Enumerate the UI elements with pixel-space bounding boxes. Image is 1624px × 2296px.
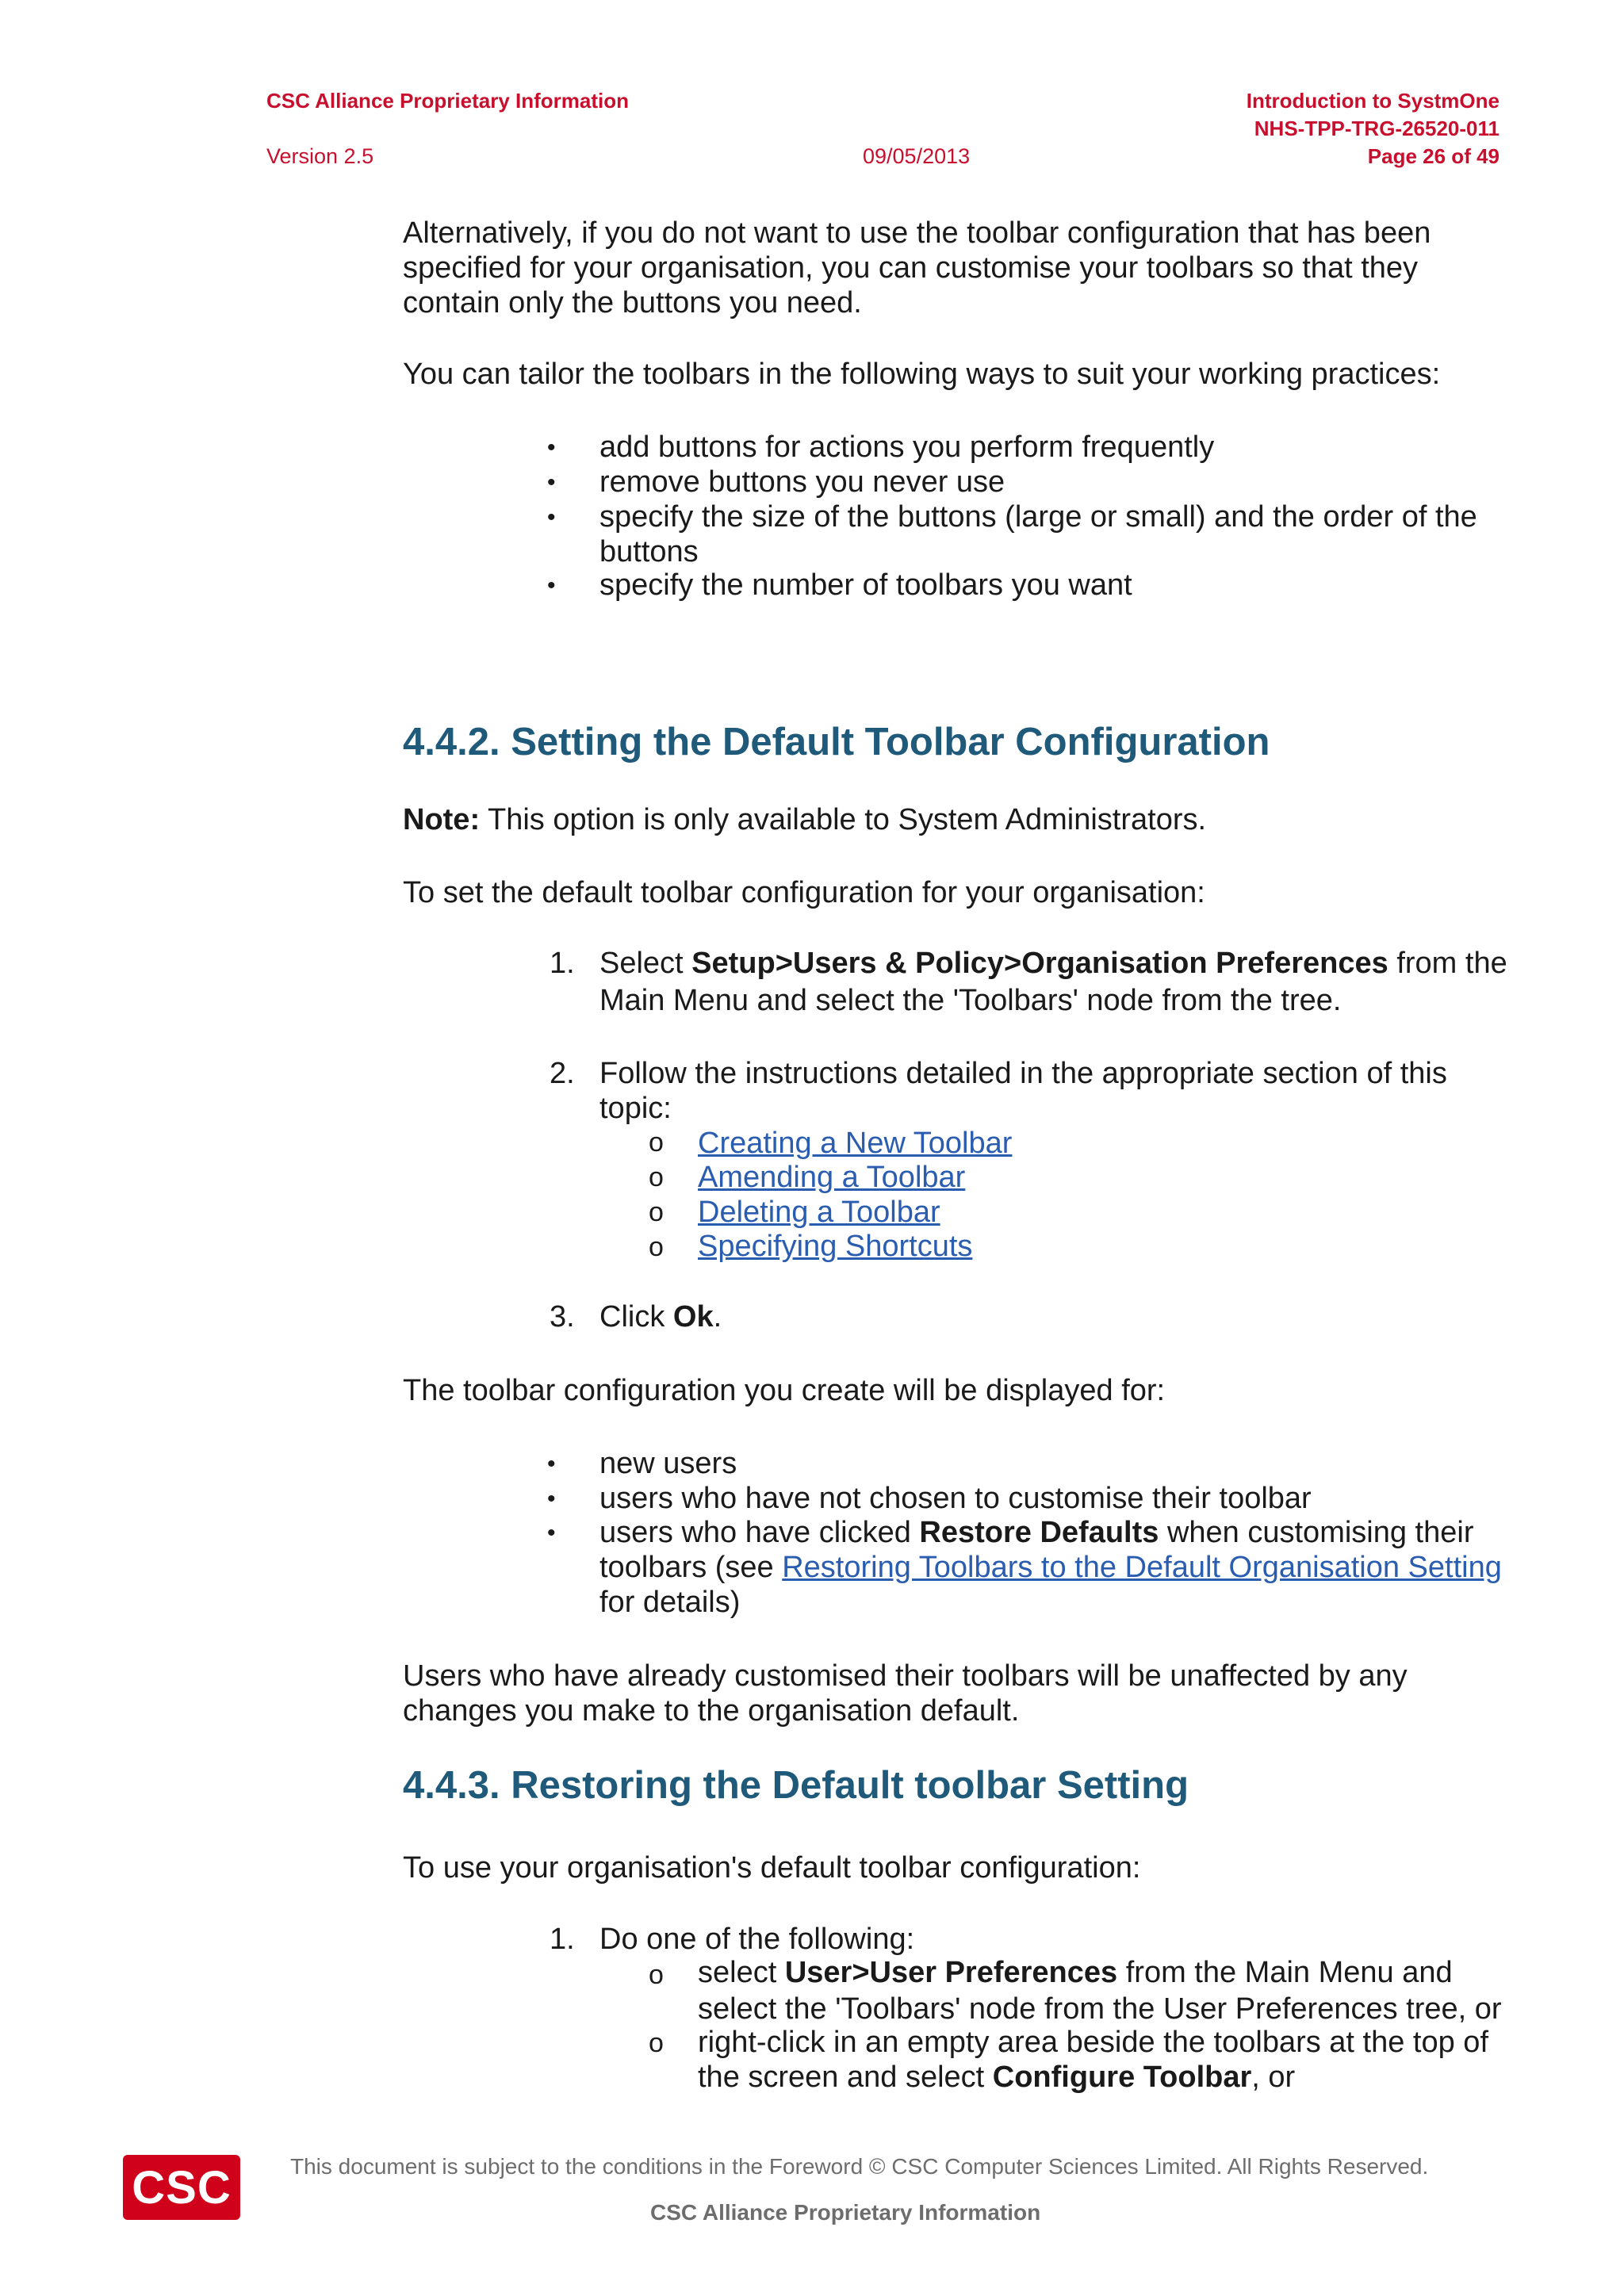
option-line: select the 'Toolbars' node from the User Preferences tree, or: [698, 1992, 1502, 2026]
bullet-item: remove buttons you never use: [599, 465, 1005, 499]
paragraph-line: changes you make to the organisation default.: [403, 1694, 1020, 1728]
step-text: Click: [599, 1300, 673, 1334]
configure-toolbar-label: Configure Toolbar: [992, 2061, 1252, 2094]
circle-bullet-icon: o: [649, 1232, 664, 1262]
option-text: from the Main Menu and: [1117, 1956, 1453, 1989]
step-number: 2.: [550, 1057, 575, 1090]
section-heading-4-4-3: 4.4.3. Restoring the Default toolbar Setting: [403, 1764, 1189, 1807]
header-date: 09/05/2013: [863, 144, 971, 168]
circle-bullet-icon: o: [649, 1162, 664, 1192]
bullet-text: users who have clicked: [599, 1516, 920, 1549]
link-specifying-shortcuts[interactable]: Specifying Shortcuts: [698, 1230, 973, 1263]
option-text: select: [698, 1956, 785, 1989]
bullet-text: toolbars (see: [599, 1551, 783, 1584]
link-restoring-toolbars[interactable]: Restoring Toolbars to the Default Organisation Setting: [782, 1551, 1502, 1584]
unaffected-paragraph: [403, 1659, 1408, 1728]
step-2-line-1: Follow the instructions detailed in the appropriate section of this: [599, 1057, 1447, 1090]
csc-logo: [123, 2155, 240, 2220]
restore-step-1: Do one of the following:: [599, 1923, 915, 1956]
option-text: the screen and select: [698, 2061, 993, 2094]
circle-bullet-icon: o: [649, 2028, 664, 2058]
bullet-item-continuation: for details): [599, 1586, 741, 1619]
header-version: Version 2.5: [266, 144, 374, 168]
note-paragraph: [403, 802, 1206, 837]
section-heading-4-4-2: 4.4.2. Setting the Default Toolbar Configuration: [403, 721, 1270, 763]
bullet-marker: •: [547, 1451, 556, 1477]
set-default-intro: To set the default toolbar configuration for your organisation:: [403, 876, 1205, 909]
option-line: [698, 2060, 1295, 2095]
bullet-item: [599, 1515, 1473, 1550]
menu-path: Setup>Users & Policy>Organisation Preferences: [691, 947, 1388, 980]
bullet-item: new users: [599, 1447, 737, 1480]
option-right-click: right-click in an empty area beside the toolbars at the top of: [698, 2026, 1488, 2059]
note-text: This option is only available to System Administrators.: [480, 803, 1207, 836]
option-text: , or: [1251, 2061, 1296, 2094]
step-text: from the: [1388, 947, 1507, 980]
intro-line: specified for your organisation, you can customise your toolbars so that they: [403, 251, 1419, 285]
step-number: 3.: [550, 1300, 575, 1334]
bullet-marker: •: [547, 1486, 556, 1512]
intro-line: contain only the buttons you need.: [403, 286, 862, 320]
step-2-line-2: topic:: [599, 1092, 672, 1125]
restore-intro: To use your organisation's default toolbar configuration:: [403, 1851, 1141, 1885]
bullet-item: specify the size of the buttons (large or small) and the order of the: [599, 500, 1477, 534]
bullet-marker: •: [547, 434, 556, 461]
circle-bullet-icon: o: [649, 1960, 664, 1990]
bullet-item-continuation: [599, 1550, 1502, 1585]
intro-paragraph: [403, 216, 1431, 320]
step-number: 1.: [550, 947, 575, 980]
bullet-item: specify the number of toolbars you want: [599, 568, 1132, 602]
footer-classification: CSC Alliance Proprietary Information: [650, 2200, 1041, 2225]
header-page-number: Page 26 of 49: [1367, 144, 1500, 168]
intro-line: Alternatively, if you do not want to use the toolbar configuration that has been: [403, 216, 1431, 250]
step-3-text: [599, 1299, 722, 1334]
step-1-line-2: Main Menu and select the 'Toolbars' node from the tree.: [599, 984, 1342, 1017]
logo-text: CSC: [132, 2161, 232, 2214]
bullet-marker: •: [547, 572, 556, 599]
step-text: .: [713, 1300, 722, 1334]
bullet-item: add buttons for actions you perform frequently: [599, 430, 1215, 464]
ok-label: Ok: [672, 1300, 714, 1334]
header-left-title: CSC Alliance Proprietary Information: [266, 89, 630, 113]
footer-notice: This document is subject to the conditions in the Foreword © CSC Computer Sciences Limited. All Rights Reserved.: [290, 2154, 1429, 2179]
paragraph-line: Users who have already customised their toolbars will be unaffected by any: [403, 1659, 1408, 1693]
bullet-marker: •: [547, 1520, 556, 1546]
option-user-preferences: [698, 1955, 1453, 1990]
circle-bullet-icon: o: [649, 1197, 664, 1227]
bullet-text: when customising their: [1159, 1516, 1474, 1549]
note-label: Note:: [403, 803, 481, 836]
restore-defaults-label: Restore Defaults: [919, 1516, 1159, 1549]
step-number: 1.: [550, 1923, 575, 1956]
step-1-text: [599, 946, 1507, 981]
bullet-item-continuation: buttons: [599, 535, 699, 568]
tailor-paragraph: You can tailor the toolbars in the following ways to suit your working practices:: [403, 358, 1441, 391]
header-right-title: Introduction to SystmOne: [1246, 89, 1500, 113]
link-amending-toolbar[interactable]: Amending a Toolbar: [698, 1161, 966, 1194]
circle-bullet-icon: o: [649, 1127, 664, 1158]
displayed-for-paragraph: The toolbar configuration you create will be displayed for:: [403, 1374, 1166, 1407]
link-deleting-toolbar[interactable]: Deleting a Toolbar: [698, 1196, 940, 1229]
bullet-marker: •: [547, 469, 556, 496]
header-doc-id: NHS-TPP-TRG-26520-011: [1254, 117, 1500, 140]
bullet-item: users who have not chosen to customise their toolbar: [599, 1482, 1312, 1515]
menu-path: User>User Preferences: [784, 1956, 1118, 1989]
bullet-marker: •: [547, 504, 556, 530]
step-text: Select: [599, 947, 692, 980]
link-creating-new-toolbar[interactable]: Creating a New Toolbar: [698, 1127, 1013, 1160]
